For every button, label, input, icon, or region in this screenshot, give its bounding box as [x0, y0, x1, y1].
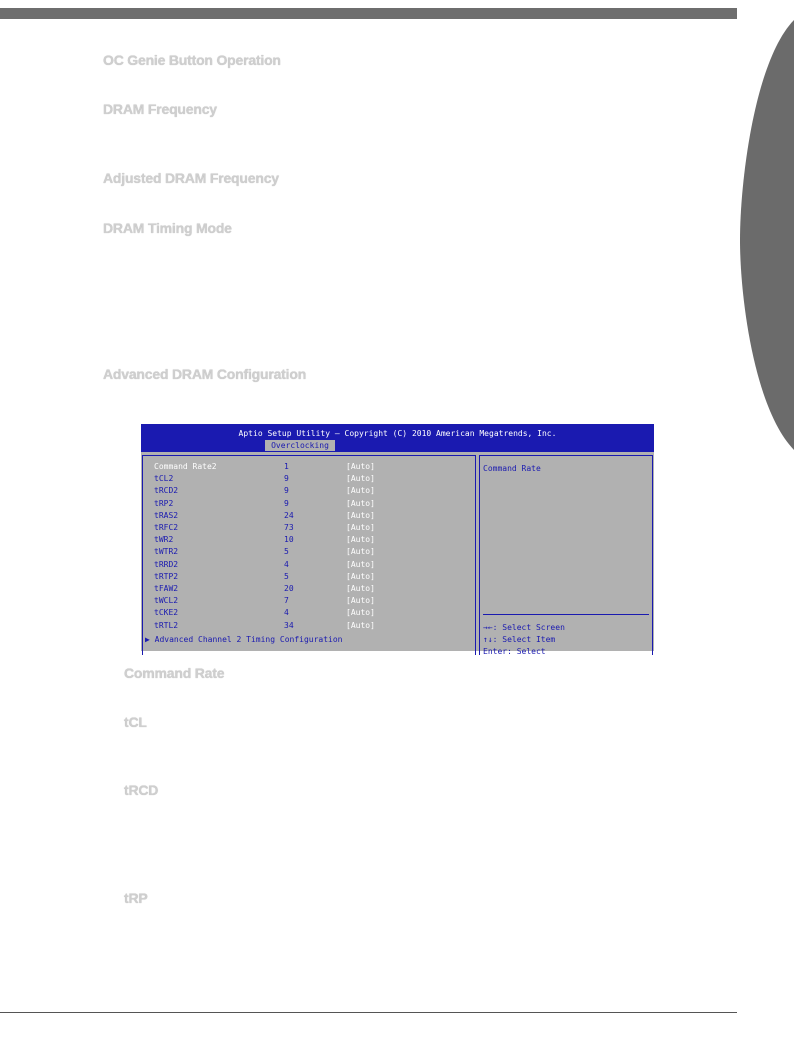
header-bar	[0, 8, 737, 19]
submenu-label: Advanced Channel 2 Timing Configuration	[154, 635, 343, 644]
setting-current-value: 20	[284, 584, 294, 593]
setting-name: tCL2	[154, 474, 174, 484]
setting-option[interactable]: [Auto]	[346, 571, 375, 581]
subheading-command-rate: Command Rate	[124, 665, 225, 681]
bios-setting-row[interactable]	[141, 546, 475, 558]
setting-current-value: 34	[284, 620, 294, 630]
bios-setting-row[interactable]	[141, 485, 475, 497]
key-hint-select-screen: →←: Select Screen	[483, 623, 565, 632]
setting-option[interactable]: [Auto]	[346, 462, 375, 471]
bios-setting-row[interactable]	[141, 595, 475, 607]
setting-name: tRP2	[154, 498, 174, 508]
key-hint-select-item: ↑↓: Select Item	[483, 635, 556, 644]
setting-current-value: 24	[284, 510, 294, 520]
setting-option[interactable]: [Auto]	[346, 596, 375, 606]
bios-setting-row[interactable]	[141, 522, 475, 534]
bios-setting-row[interactable]	[141, 534, 475, 546]
submenu-arrow-icon: ▶	[145, 635, 150, 644]
setting-name: tCKE2	[154, 608, 179, 618]
subheading-trp: tRP	[124, 890, 148, 906]
key-hint-enter-select: Enter: Select	[483, 647, 546, 656]
setting-option[interactable]: [Auto]	[346, 474, 375, 484]
setting-current-value: 7	[284, 596, 289, 606]
setting-current-value: 9	[284, 474, 289, 484]
setting-current-value: 4	[284, 608, 289, 618]
heading-dram-frequency: DRAM Frequency	[103, 101, 217, 117]
bios-setting-row[interactable]	[141, 607, 475, 619]
setting-current-value: 5	[284, 547, 289, 557]
setting-name: tRFC2	[154, 523, 179, 532]
setting-option[interactable]: [Auto]	[346, 498, 375, 508]
side-tab	[735, 20, 794, 455]
bios-setting-row[interactable]	[141, 583, 475, 595]
setting-option[interactable]: [Auto]	[346, 608, 375, 618]
setting-name: tWCL2	[154, 596, 179, 606]
setting-name: tRCD2	[154, 486, 179, 496]
setting-name: tWR2	[154, 535, 174, 545]
bios-help-text: Command Rate	[483, 464, 541, 473]
setting-option[interactable]: [Auto]	[346, 620, 375, 630]
bios-title: Aptio Setup Utility – Copyright (C) 2010 American Megatrends, Inc.	[238, 429, 557, 438]
heading-dram-timing-mode: DRAM Timing Mode	[103, 220, 232, 236]
bios-setting-row[interactable]	[141, 473, 475, 485]
setting-name: tRAS2	[154, 510, 179, 520]
heading-adjusted-dram-frequency: Adjusted DRAM Frequency	[103, 170, 279, 186]
setting-name: tRTL2	[154, 620, 179, 630]
setting-name: tFAW2	[154, 584, 179, 593]
setting-current-value: 4	[284, 559, 289, 569]
setting-current-value: 9	[284, 498, 289, 508]
footer-rule	[0, 1012, 737, 1013]
submenu-advanced-channel-2-timing[interactable]	[145, 634, 343, 646]
bios-setting-row[interactable]	[141, 571, 475, 583]
bios-help-divider	[483, 614, 649, 615]
setting-name: tWTR2	[154, 547, 179, 557]
setting-current-value: 1	[284, 462, 289, 471]
setting-option[interactable]: [Auto]	[346, 523, 375, 532]
setting-option[interactable]: [Auto]	[346, 510, 375, 520]
heading-oc-genie: OC Genie Button Operation	[103, 52, 281, 68]
subheading-tcl: tCL	[124, 714, 147, 730]
setting-option[interactable]: [Auto]	[346, 535, 375, 545]
setting-name: Command Rate2	[154, 462, 217, 471]
bios-screenshot	[141, 424, 654, 656]
setting-option[interactable]: [Auto]	[346, 559, 375, 569]
setting-current-value: 9	[284, 486, 289, 496]
bios-setting-row[interactable]	[141, 620, 475, 632]
bios-setting-row[interactable]	[141, 559, 475, 571]
setting-name: tRTP2	[154, 571, 179, 581]
setting-current-value: 5	[284, 571, 289, 581]
tab-overclocking[interactable]: Overclocking	[265, 440, 335, 451]
bios-header	[141, 424, 654, 452]
heading-advanced-dram-configuration: Advanced DRAM Configuration	[103, 366, 307, 382]
setting-option[interactable]: [Auto]	[346, 584, 375, 593]
bios-setting-row[interactable]	[141, 510, 475, 522]
setting-option[interactable]: [Auto]	[346, 486, 375, 496]
setting-option[interactable]: [Auto]	[346, 547, 375, 557]
setting-current-value: 10	[284, 535, 294, 545]
setting-name: tRRD2	[154, 559, 179, 569]
bios-setting-row[interactable]	[141, 461, 475, 473]
bios-setting-row[interactable]	[141, 498, 475, 510]
subheading-trcd: tRCD	[124, 782, 159, 798]
setting-current-value: 73	[284, 523, 294, 532]
